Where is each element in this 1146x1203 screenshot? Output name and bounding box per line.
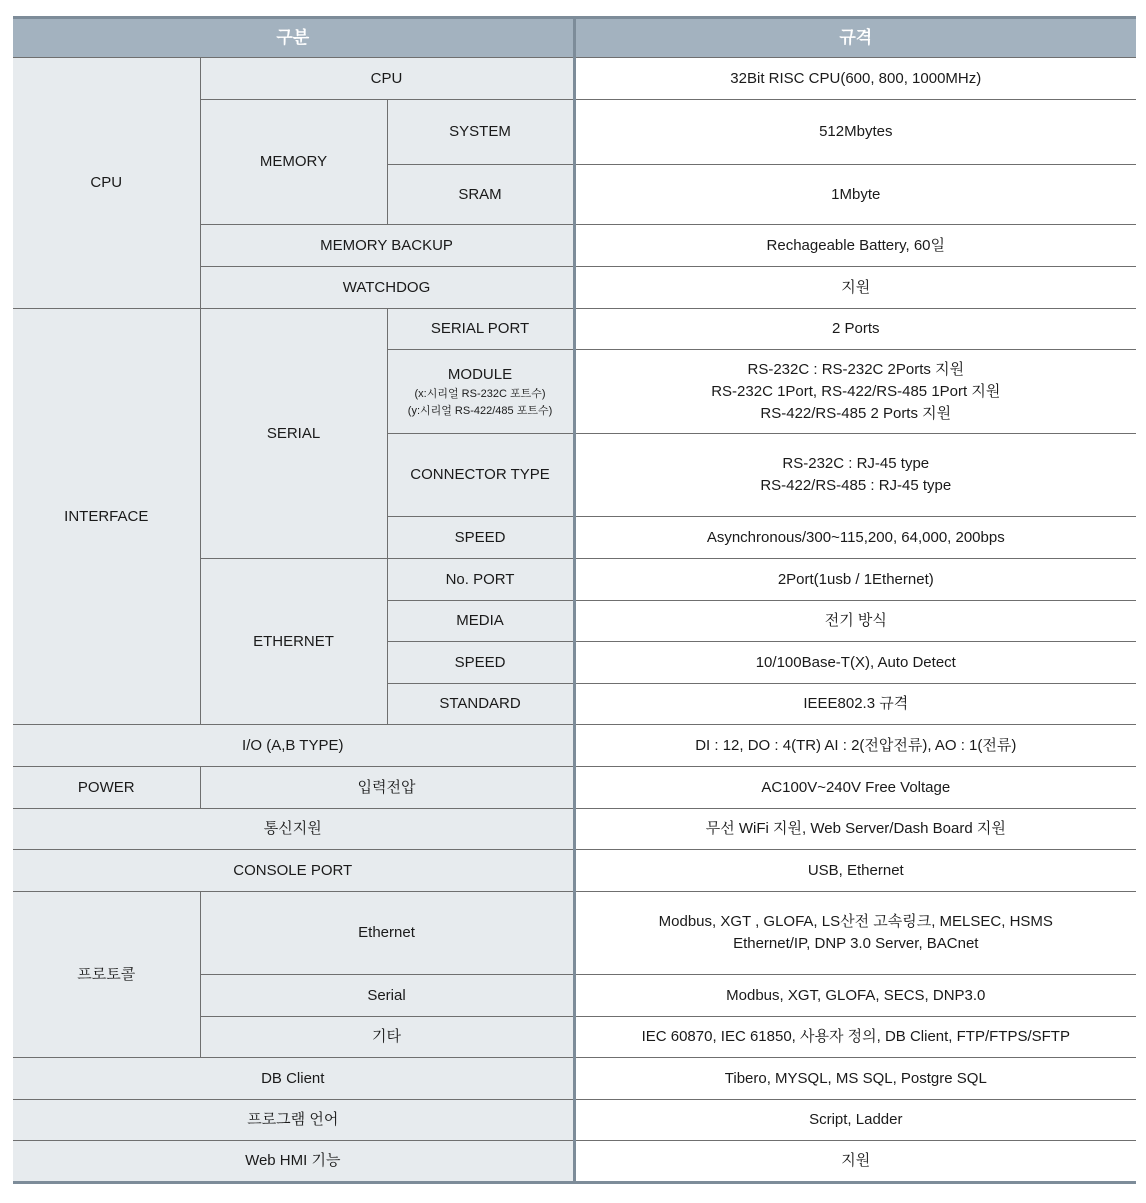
value-module bbox=[574, 350, 1136, 434]
table-row bbox=[13, 725, 1136, 767]
label-db-client: DB Client bbox=[13, 1058, 574, 1100]
label-cpu: CPU bbox=[200, 58, 574, 100]
value-line: RS-232C : RS-232C 2Ports 지원 bbox=[747, 360, 965, 378]
label-ethernet-speed: SPEED bbox=[387, 642, 574, 684]
table-row bbox=[13, 58, 1136, 100]
label-program-language: 프로그램 언어 bbox=[13, 1100, 574, 1141]
header-spec: 규격 bbox=[574, 18, 1136, 58]
header-category: 구분 bbox=[13, 18, 574, 58]
label-memory-backup: MEMORY BACKUP bbox=[200, 225, 574, 267]
label-web-hmi: Web HMI 기능 bbox=[13, 1141, 574, 1183]
module-note-x: (x:시리얼 RS-232C 포트수) bbox=[414, 387, 546, 400]
value-web-hmi: 지원 bbox=[574, 1141, 1136, 1183]
label-protocol-ethernet: Ethernet bbox=[200, 892, 574, 975]
value-ethernet-speed: 10/100Base-T(X), Auto Detect bbox=[574, 642, 1136, 684]
table-row bbox=[13, 1100, 1136, 1141]
spec-table bbox=[13, 16, 1136, 1184]
table-row bbox=[13, 892, 1136, 975]
label-input-voltage: 입력전압 bbox=[200, 767, 574, 809]
value-system: 512Mbytes bbox=[574, 100, 1136, 165]
label-connector-type: CONNECTOR TYPE bbox=[387, 434, 574, 517]
value-line: Modbus, XGT , GLOFA, LS산전 고속링크, MELSEC, HSMS bbox=[658, 913, 1053, 930]
module-note-y: (y:시리얼 RS-422/485 포트수) bbox=[407, 404, 553, 417]
value-line: Ethernet/IP, DNP 3.0 Server, BACnet bbox=[733, 935, 979, 952]
table-row bbox=[13, 767, 1136, 809]
value-sram: 1Mbyte bbox=[574, 165, 1136, 225]
label-standard: STANDARD bbox=[387, 684, 574, 725]
label-io: I/O (A,B TYPE) bbox=[13, 725, 574, 767]
group-interface: INTERFACE bbox=[13, 309, 200, 725]
value-media: 전기 방식 bbox=[574, 601, 1136, 642]
value-console-port: USB, Ethernet bbox=[574, 850, 1136, 892]
label-protocol-serial: Serial bbox=[200, 975, 574, 1017]
label-media: MEDIA bbox=[387, 601, 574, 642]
value-io: DI : 12, DO : 4(TR) AI : 2(전압전류), AO : 1(전류) bbox=[574, 725, 1136, 767]
label-comm: 통신지원 bbox=[13, 809, 574, 850]
table-row bbox=[13, 809, 1136, 850]
table-row bbox=[13, 309, 1136, 350]
label-system: SYSTEM bbox=[387, 100, 574, 165]
label-sram: SRAM bbox=[387, 165, 574, 225]
value-serial-port: 2 Ports bbox=[574, 309, 1136, 350]
value-cpu: 32Bit RISC CPU(600, 800, 1000MHz) bbox=[574, 58, 1136, 100]
value-line: RS-422/RS-485 2 Ports 지원 bbox=[760, 404, 952, 422]
label-serial-port: SERIAL PORT bbox=[387, 309, 574, 350]
group-power: POWER bbox=[13, 767, 200, 809]
label-protocol-etc: 기타 bbox=[200, 1017, 574, 1058]
table-row bbox=[13, 850, 1136, 892]
label-ethernet: ETHERNET bbox=[200, 559, 387, 725]
table-row bbox=[13, 1141, 1136, 1183]
value-watchdog: 지원 bbox=[574, 267, 1136, 309]
header-row bbox=[13, 18, 1136, 58]
label-memory: MEMORY bbox=[200, 100, 387, 225]
group-protocol: 프로토콜 bbox=[13, 892, 200, 1058]
value-protocol-ethernet bbox=[574, 892, 1136, 975]
value-no-port: 2Port(1usb / 1Ethernet) bbox=[574, 559, 1136, 601]
group-cpu: CPU bbox=[13, 58, 200, 309]
value-connector-type bbox=[574, 434, 1136, 517]
label-console-port: CONSOLE PORT bbox=[13, 850, 574, 892]
value-comm: 무선 WiFi 지원, Web Server/Dash Board 지원 bbox=[574, 809, 1136, 850]
value-memory-backup: Rechageable Battery, 60일 bbox=[574, 225, 1136, 267]
value-line: RS-232C : RJ-45 type bbox=[782, 455, 930, 472]
value-protocol-serial: Modbus, XGT, GLOFA, SECS, DNP3.0 bbox=[574, 975, 1136, 1017]
value-line: RS-232C 1Port, RS-422/RS-485 1Port 지원 bbox=[711, 382, 1001, 400]
label-module bbox=[387, 350, 574, 434]
label-serial: SERIAL bbox=[200, 309, 387, 559]
value-input-voltage: AC100V~240V Free Voltage bbox=[574, 767, 1136, 809]
module-title: MODULE bbox=[447, 365, 513, 383]
label-serial-speed: SPEED bbox=[387, 517, 574, 559]
value-serial-speed: Asynchronous/300~115,200, 64,000, 200bps bbox=[574, 517, 1136, 559]
value-program-language: Script, Ladder bbox=[574, 1100, 1136, 1141]
label-watchdog: WATCHDOG bbox=[200, 267, 574, 309]
label-no-port: No. PORT bbox=[387, 559, 574, 601]
value-standard: IEEE802.3 규격 bbox=[574, 684, 1136, 725]
value-protocol-etc: IEC 60870, IEC 61850, 사용자 정의, DB Client, FTP/FTPS/SFTP bbox=[574, 1017, 1136, 1058]
value-line: RS-422/RS-485 : RJ-45 type bbox=[760, 477, 952, 494]
table-row bbox=[13, 1058, 1136, 1100]
value-db-client: Tibero, MYSQL, MS SQL, Postgre SQL bbox=[574, 1058, 1136, 1100]
